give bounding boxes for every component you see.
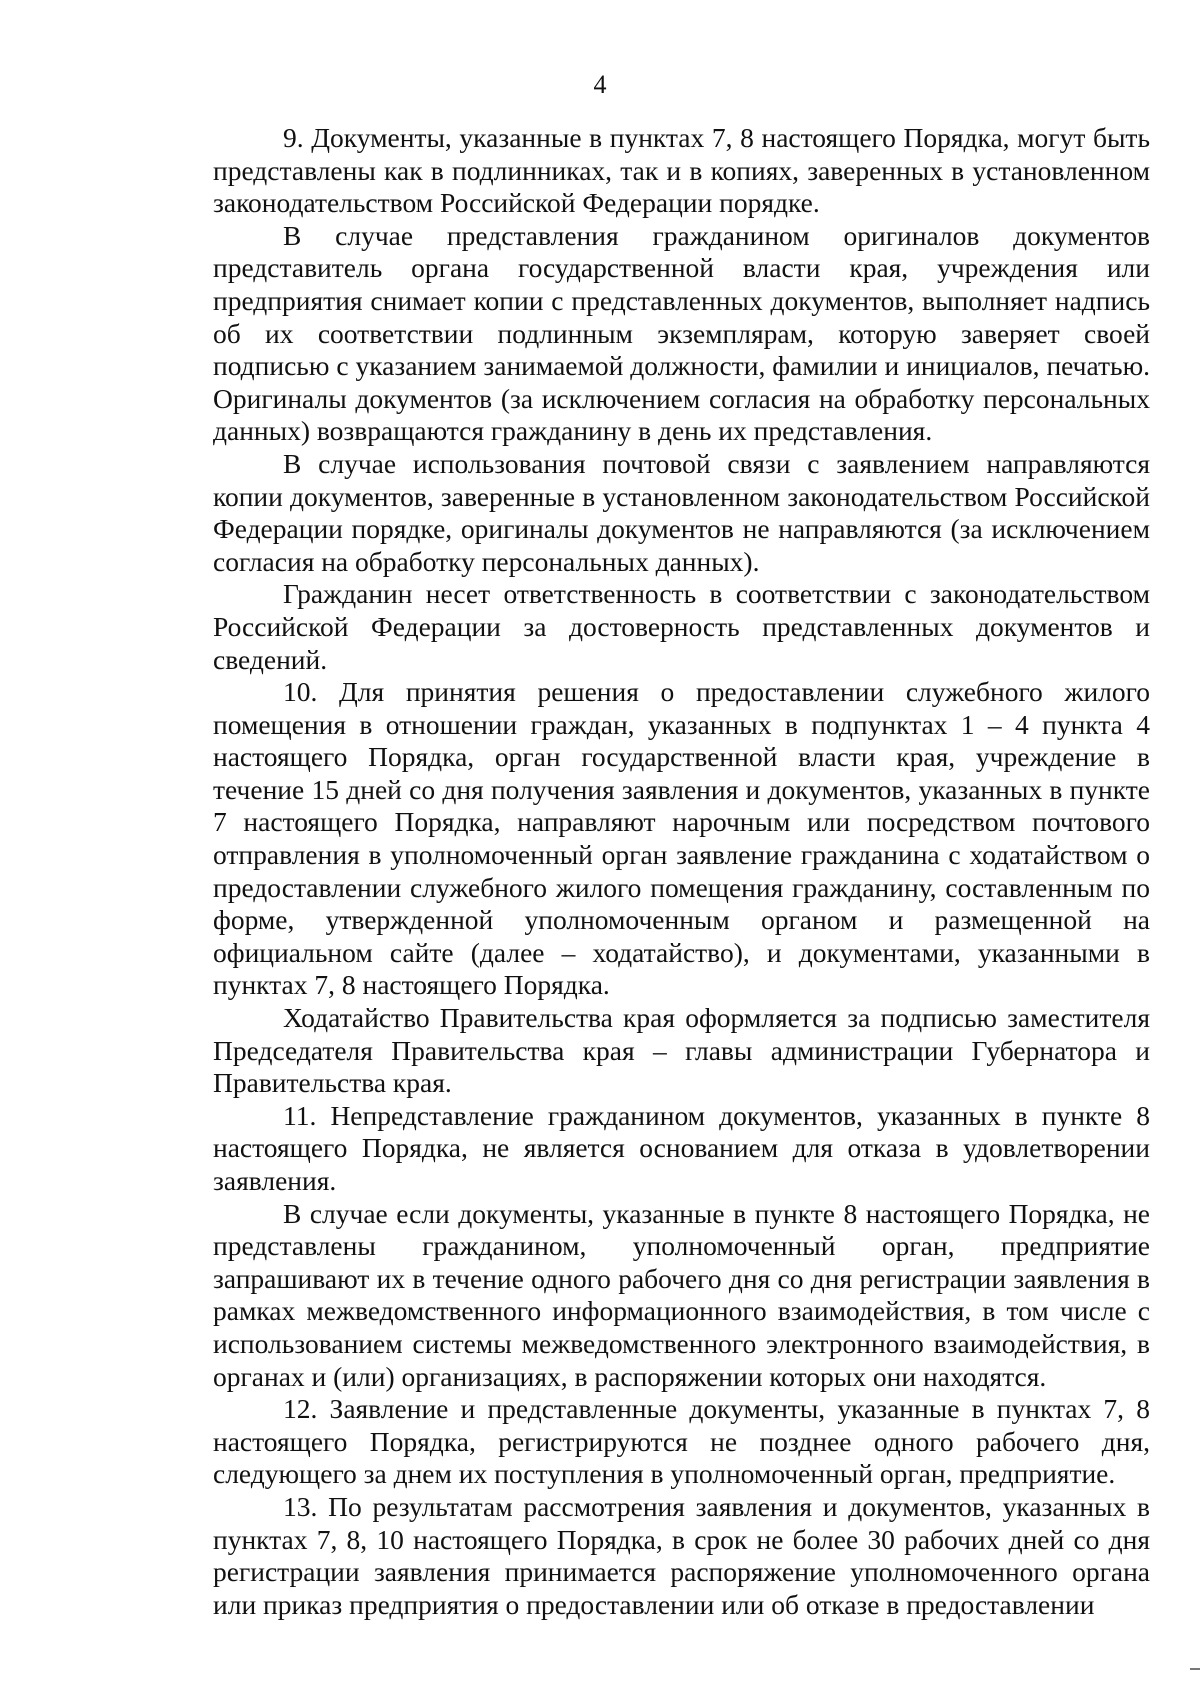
paragraph-13: 13. По результатам рассмотрения заявления и документов, указанных в пунктах 7, 8, 10 настоящего Порядка, в срок не более 30 рабочих дней со дня регистрации заявления принимается распоряжение уполномоченного органа или приказ предприятия о предоставлении или об отказе в предоставлении: [213, 1490, 1150, 1620]
paragraph-9-originals: В случае представления гражданином оригиналов документов представитель органа государственной власти края, учреждения или предприятия снимает копии с представленных документов, выполняет надпись об их соответствии подлинным экземплярам, которую заверяет своей подписью с указанием занимаемой должности, фамилии и инициалов, печатью. Оригиналы документов (за исключением согласия на обработку персональных данных) возвращаются гражданину в день их представления.: [213, 219, 1150, 447]
paragraph-9-postal: В случае использования почтовой связи с заявлением направляются копии документов, заверенные в установленном законодательством Российской Федерации порядке, оригиналы документов не направляются (за исключением согласия на обработку персональных данных).: [213, 447, 1150, 577]
paragraph-10-petition: Ходатайство Правительства края оформляется за подписью заместителя Председателя Правительства края – главы администрации Губернатора и Правительства края.: [213, 1002, 1150, 1099]
paragraph-9-responsibility: Гражданин несет ответственность в соответствии с законодательством Российской Федерации за достоверность представленных документов и сведений.: [213, 578, 1150, 675]
paragraph-11: 11. Непредставление гражданином документов, указанных в пункте 8 настоящего Порядка, не является основанием для отказа в удовлетворении заявления.: [213, 1099, 1150, 1196]
paragraph-10: 10. Для принятия решения о предоставлении служебного жилого помещения в отношении граждан, указанных в подпунктах 1 – 4 пункта 4 настоящего Порядка, орган государственной власти края, учреждение в течение 15 дней со дня получения заявления и документов, указанных в пункте 7 настоящего Порядка, направляют нарочным или посредством почтового отправления в уполномоченный орган заявление гражданина с ходатайством о предоставлении служебного жилого помещения гражданину, составленным по форме, утвержденной уполномоченным органом и размещенной на официальном сайте (далее – ходатайство), и документами, указанными в пунктах 7, 8 настоящего Порядка.: [213, 676, 1150, 1001]
paragraph-11-request: В случае если документы, указанные в пункте 8 настоящего Порядка, не представлены гражданином, уполномоченный орган, предприятие запрашивают их в течение одного рабочего дня со дня регистрации заявления в рамках межведомственного информационного взаимодействия, в том числе с использованием системы межведомственного электронного взаимодействия, в органах и (или) организациях, в распоряжении которых они находятся.: [213, 1197, 1150, 1392]
document-body: [213, 122, 1150, 1621]
paragraph-9: 9. Документы, указанные в пунктах 7, 8 настоящего Порядка, могут быть представлены как в подлинниках, так и в копиях, заверенных в установленном законодательством Российской Федерации порядке.: [213, 122, 1150, 219]
scan-edge-mark: [1190, 1668, 1200, 1670]
paragraph-12: 12. Заявление и представленные документы, указанные в пунктах 7, 8 настоящего Порядка, регистрируются не позднее одного рабочего дня, следующего за днем их поступления в уполномоченный орган, предприятие.: [213, 1393, 1150, 1490]
page-number: 4: [593, 70, 607, 99]
